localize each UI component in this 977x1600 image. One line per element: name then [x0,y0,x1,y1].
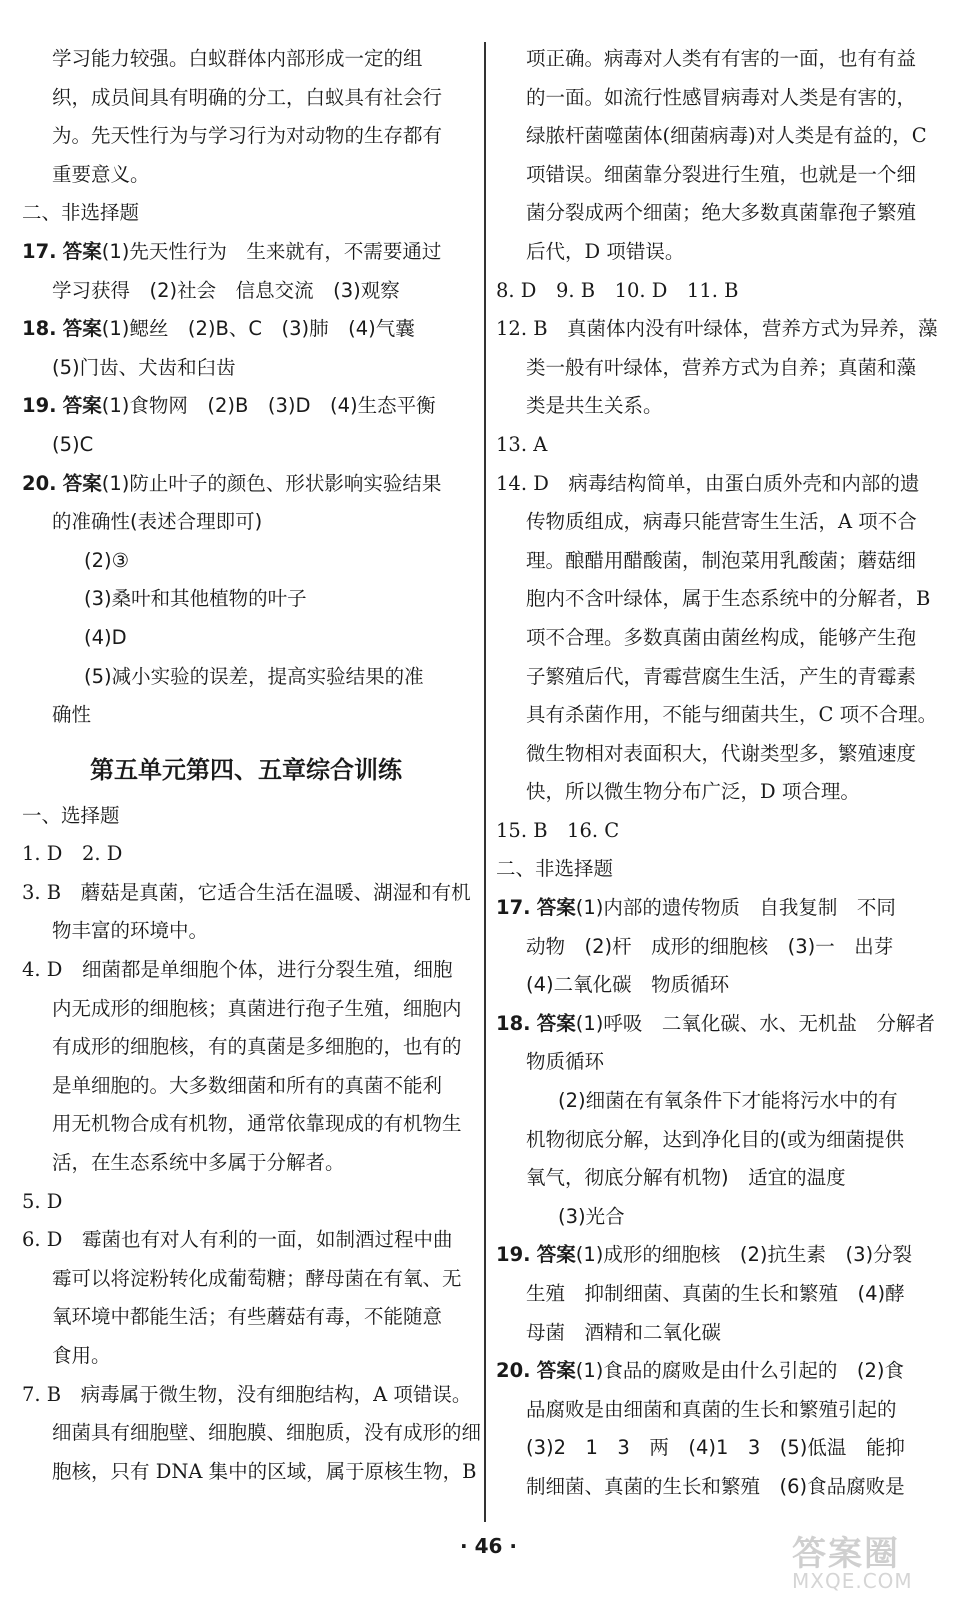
text-line: 物质循环 [526,1050,605,1074]
text-line: 的一面。如流行性感冒病毒对人类是有害的， [526,85,917,109]
text-line: 菌分裂成两个细菌；绝大多数真菌靠孢子繁殖 [526,201,917,225]
text-line: 织，成员间具有明确的分工，白蚁具有社会行 [52,85,443,109]
answer-label: 答案 [62,394,102,418]
section-heading: 二、非选择题 [22,201,140,225]
text-line: 项不合理。多数真菌由菌丝构成，能够产生孢 [526,625,917,649]
question-8-11: 8. D 9. B 10. D 11. B [496,278,739,302]
text-line: 的准确性(表述合理即可) [52,510,263,534]
watermark-url: MXQE.COM [792,1569,913,1593]
answer-label: 答案 [62,239,102,263]
question-17 [22,233,470,272]
question-12: 12. B 真菌体内没有叶绿体，营养方式为异养，藻 [496,317,938,341]
text-line: 重要意义。 [52,162,150,186]
question-6: 6. D 霉菌也有对人有利的一面，如制酒过程中曲 [22,1228,453,1252]
question-19 [496,1236,948,1275]
text-line: 确性 [52,703,92,727]
answer-text: (1)呼吸 二氧化碳、水、无机盐 分解者 [575,1011,935,1035]
left-column [22,40,482,1491]
text-line: 是单细胞的。大多数细菌和所有的真菌不能利 [52,1073,443,1097]
section-title: 第五单元第四、五章综合训练 [90,755,402,784]
text-line: 胞内不含叶绿体，属于生态系统中的分解者，B [526,587,931,611]
text-line: 内无成形的细胞核；真菌进行孢子生殖，细胞内 [52,996,462,1020]
question-14: 14. D 病毒结构简单，由蛋白质外壳和内部的遗 [496,471,920,495]
text-line: 类是共生关系。 [526,394,663,418]
text-line: 具有杀菌作用，不能与细菌共生，C 项不合理。 [526,703,938,727]
page-number: · 46 · [460,1534,517,1558]
text-line: (5)门齿、犬齿和臼齿 [52,355,236,379]
question-20 [22,465,470,504]
text-line: 细菌具有细胞壁、细胞膜、细胞质，没有成形的细 [52,1421,482,1445]
question-number: 20. [496,1359,531,1383]
question-number: 17. [496,896,531,920]
question-18 [496,1005,948,1044]
text-line: (5)C [52,432,94,456]
text-line: 快，所以微生物分布广泛，D 项合理。 [526,780,860,804]
answer-text: (1)内部的遗传物质 自我复制 不同 [575,896,896,920]
question-4: 4. D 细菌都是单细胞个体，进行分裂生殖，细胞 [22,958,453,982]
text-line: 学习能力较强。白蚁群体内部形成一定的组 [52,47,423,70]
text-line: 项正确。病毒对人类有有害的一面，也有有益 [526,47,917,70]
question-5: 5. D [22,1189,63,1213]
text-line: (4)二氧化碳 物质循环 [526,973,730,997]
text-line: 后代，D 项错误。 [526,239,685,263]
answer-text: (1)防止叶子的颜色、形状影响实验结果 [101,471,442,495]
watermark-text: 答案圈 [792,1534,900,1574]
text-line: 为。先天性行为与学习行为对动物的生存都有 [52,124,443,148]
text-line: 食用。 [52,1344,111,1367]
text-line: 机物彻底分解，达到净化目的(或为细菌提供 [526,1127,905,1151]
question-3: 3. B 蘑菇是真菌，它适合生活在温暖、湖湿和有机 [22,880,471,904]
text-line: 氧环境中都能生活；有些蘑菇有毒，不能随意 [52,1305,443,1329]
text-line: 用无机物合成有机物，通常依靠现成的有机物生 [52,1112,462,1136]
text-line: 胞核，只有 DNA 集中的区域，属于原核生物，B [52,1459,477,1483]
question-15-16: 15. B 16. C [496,818,620,842]
text-line: 品腐败是由细菌和真菌的生长和繁殖引起的 [526,1397,897,1421]
text-line: 生殖 抑制细菌、真菌的生长和繁殖 (4)酵 [526,1282,905,1305]
answer-text: (1)食品的腐败是由什么引起的 (2)食 [575,1359,905,1383]
answer-label: 答案 [62,471,102,495]
watermark-logo [792,1526,952,1592]
text-line: 传物质组成，病毒只能营寄生生活，A 项不合 [526,510,917,534]
answer-label: 答案 [62,317,102,341]
question-number: 19. [22,394,57,418]
answer-text: (1)先天性行为 生来就有，不需要通过 [101,239,442,263]
question-number: 18. [496,1011,531,1035]
text-line: 微生物相对表面积大，代谢类型多，繁殖速度 [526,741,917,765]
right-column [496,40,948,1507]
text-line: (3)桑叶和其他植物的叶子 [84,587,307,611]
question-18 [22,310,470,349]
question-1-2: 1. D 2. D [22,842,123,866]
text-line: (2)细菌在有氧条件下才能将污水中的有 [558,1089,898,1113]
question-number: 17. [22,239,57,263]
text-line: (4)D [84,625,127,649]
text-line: 理。酿醋用醋酸菌，制泡菜用乳酸菌；蘑菇细 [526,548,917,572]
text-line: 霉可以将淀粉转化成葡萄糖；酵母菌在有氧、无 [52,1266,462,1290]
question-20 [496,1352,948,1391]
section-heading: 二、非选择题 [496,857,614,881]
text-line: (3)2 1 3 两 (4)1 3 (5)低温 能抑 [526,1436,905,1460]
question-19 [22,387,470,426]
answer-label: 答案 [536,1243,576,1267]
question-number: 19. [496,1243,531,1267]
text-line: 物丰富的环境中。 [52,919,209,943]
text-line: 类一般有叶绿体，营养方式为自养；真菌和藻 [526,355,917,379]
answer-label: 答案 [536,1359,576,1383]
text-line: 有成形的细胞核，有的真菌是多细胞的，也有的 [52,1035,462,1059]
answer-text: (1)鳃丝 (2)B、C (3)肺 (4)气囊 [101,317,415,341]
text-line: 母菌 酒精和二氧化碳 [526,1320,722,1344]
text-line: 项错误。细菌靠分裂进行生殖，也就是一个细 [526,162,917,186]
question-number: 20. [22,471,57,495]
answer-text: (1)成形的细胞核 (2)抗生素 (3)分裂 [575,1243,913,1267]
section-heading: 一、选择题 [22,803,120,827]
column-divider [484,42,486,1522]
answer-label: 答案 [536,1011,576,1035]
question-7: 7. B 病毒属于微生物，没有细胞结构，A 项错误。 [22,1382,472,1406]
text-line: 动物 (2)杆 成形的细胞核 (3)一 出芽 [526,934,894,958]
answer-text: (1)食物网 (2)B (3)D (4)生态平衡 [101,394,436,418]
text-line: 绿脓杆菌噬菌体(细菌病毒)对人类是有益的，C [526,124,927,148]
text-line: (2)③ [84,548,130,572]
text-line: 学习获得 (2)社会 信息交流 (3)观察 [52,278,400,302]
text-line: 活，在生态系统中多属于分解者。 [52,1151,345,1175]
text-line: 制细菌、真菌的生长和繁殖 (6)食品腐败是 [526,1474,905,1498]
question-number: 18. [22,317,57,341]
question-17 [496,889,948,928]
text-line: 氧气，彻底分解有机物) 适宜的温度 [526,1166,846,1190]
question-13: 13. A [496,432,548,456]
answer-label: 答案 [536,896,576,920]
text-line: (5)减小实验的误差，提高实验结果的准 [84,664,424,688]
text-line: (3)光合 [558,1204,625,1228]
text-line: 子繁殖后代，青霉营腐生生活，产生的青霉素 [526,664,917,688]
